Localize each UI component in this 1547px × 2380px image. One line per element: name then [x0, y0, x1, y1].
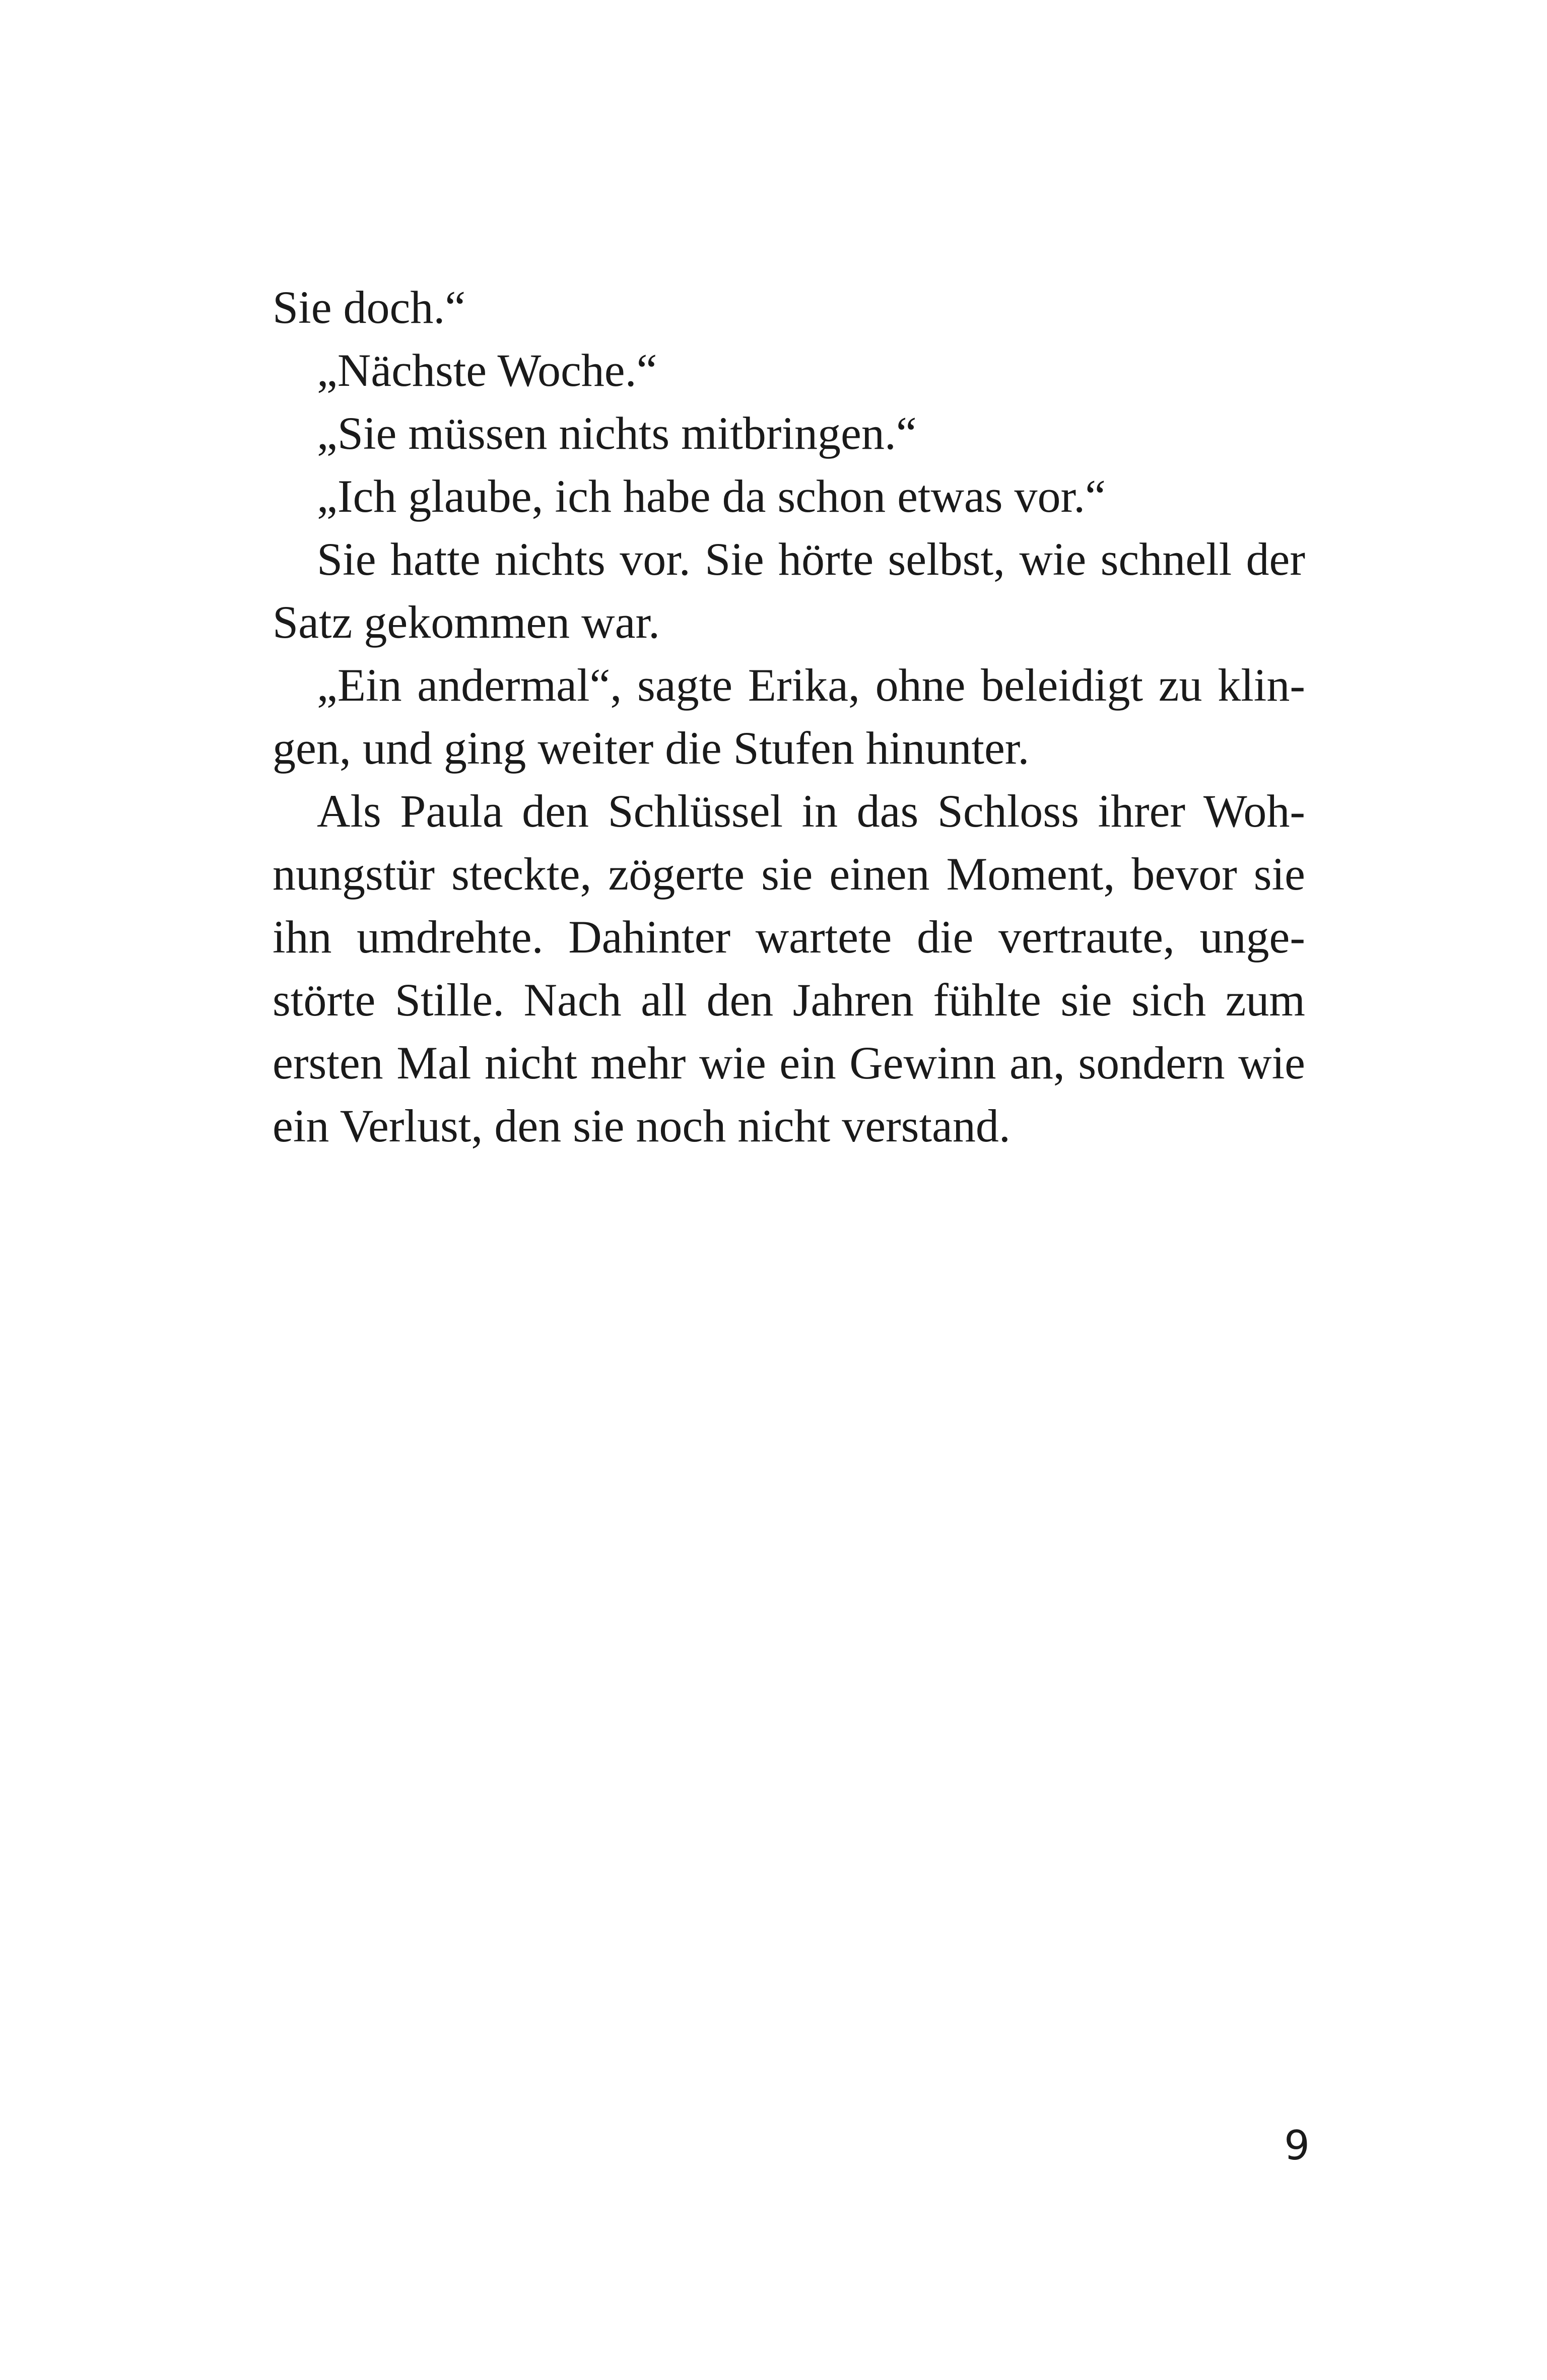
paragraph: Sie hatte nichts vor. Sie hörte selbst, wie schnell der Satz gekommen war.: [273, 533, 1305, 648]
paragraph-dialogue: „Ein andermal“, sagte Erika, ohne beleidigt zu klingen, und ging weiter die Stufen hinunter.: [273, 659, 1305, 774]
paragraph: Als Paula den Schlüssel in das Schloss ihrer Wohnungstür steckte, zögerte sie einen Moment, bevor sie ihn umdrehte. Dahinter wartete die vertraute, ungestörte Stille. Nach all den Jahren fühlte sie sich zum ersten Mal nicht mehr wie ein Gewinn an, sondern wie ein Verlust, den sie noch nicht verstand.: [273, 785, 1305, 1151]
paragraph-dialogue: „Nächste Woche.“: [317, 345, 657, 396]
paragraph-continuation: Sie doch.“: [273, 282, 466, 333]
page-number: 9: [1284, 2122, 1310, 2169]
page-body-text: [273, 276, 1305, 1158]
paragraph-dialogue: „Ich glaube, ich habe da schon etwas vor.“: [317, 470, 1106, 522]
paragraph-dialogue: „Sie müssen nichts mitbringen.“: [317, 407, 917, 459]
